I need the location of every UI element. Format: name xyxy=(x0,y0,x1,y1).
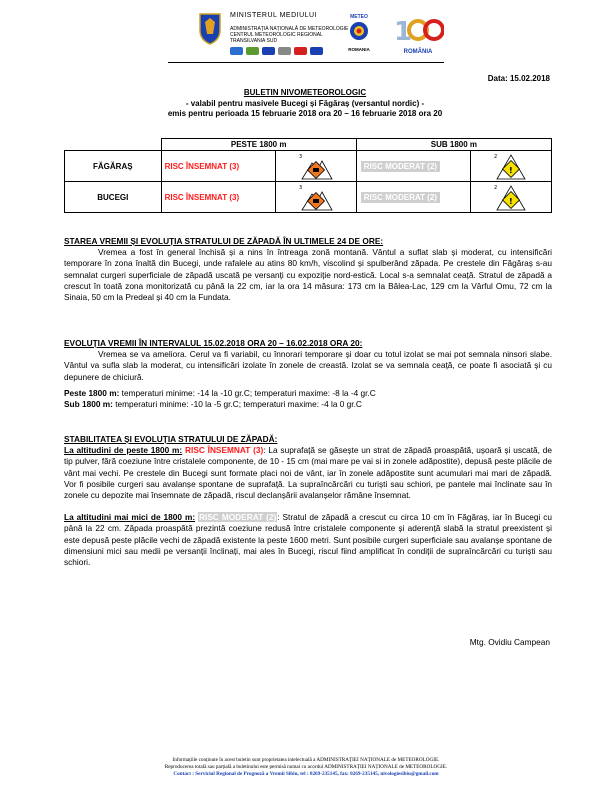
risk-label-above: RISC ÎNSEMNAT (3) xyxy=(164,192,240,202)
partner-logo-icon xyxy=(230,47,243,55)
footer-line-2: Reproducerea totală sau parțială a buletinului este permisă numai cu acordul ADMINISTRAȚIEI NAȚIONALE de METEOROLOGIE. xyxy=(164,764,448,770)
section-heading: STABILITATEA ȘI EVOLUȚIA STRATULUI DE ZĂPADĂ: xyxy=(64,434,278,444)
centenar-logo: 1 ROMÂNIA xyxy=(392,14,444,54)
header-divider xyxy=(168,62,444,63)
section-weather-last-24h xyxy=(64,236,552,303)
partner-logo-icon xyxy=(310,47,323,55)
partner-logo-icon xyxy=(246,47,259,55)
risk-table-header xyxy=(65,139,552,151)
section-heading: EVOLUȚIA VREMII ÎN INTERVALUL 15.02.2018 ORA 20 – 16.02.2018 ORA 20: xyxy=(64,338,363,348)
bulletin-subtitle: - valabil pentru masivele Bucegi și Făgăraș (versantul nordic) - xyxy=(185,98,425,108)
table-row xyxy=(65,151,552,182)
footer-line-1: Informațiile conținute în acest buletin sunt proprietatea intelectuală a ADMINISTRAȚIEI NAȚIONALE de METEOROLOGIE. xyxy=(172,757,440,763)
ministry-name: MINISTERUL MEDIULUI xyxy=(230,12,318,19)
svg-text:3: 3 xyxy=(298,154,303,160)
stability-below-1800: La altitudini mai mici de 1800 m: RISC MODERAT (2): Stratul de zăpadă a crescut cu circa 10 cm în Făgăraș, iar în Bucegi cu până la 22 cm. Zăpada proaspătă prezintă coeziune redusă între cristalele componente și aderență slabă la stratul preexistent și este depusă peste plăcile vechi de zăpadă existente la peste 1600 metri. Sunt posibile curgeri superficiale sau avalanșe spontane de dimensiuni mici sau medii pe versanții înclinați, mai ales în Bucegi, riscul fiind amplificat în condiții de supraîncărcări cu turiști sau schiori. xyxy=(64,512,552,568)
massif-name: FĂGĂRAȘ xyxy=(65,151,162,182)
section-snow-stability xyxy=(64,434,552,568)
section-heading: STAREA VREMII ȘI EVOLUȚIA STRATULUI DE ZĂPADĂ ÎN ULTIMELE 24 DE ORE: xyxy=(64,236,384,246)
avalanche-risk-2-icon xyxy=(493,151,529,181)
bulletin-date: Data: 15.02.2018 xyxy=(487,74,550,83)
header-below-1800: SUB 1800 m xyxy=(356,139,551,151)
svg-text:3: 3 xyxy=(298,185,303,191)
avalanche-risk-3-icon xyxy=(298,151,334,181)
footer-contact: Contact : Serviciul Regional de Prognoză a Vremii Sibiu, tel : 0269-235145, fax: 0269-235145, nivologiesibiu@gmail.com xyxy=(173,771,439,777)
risk-inline-above: RISC ÎNSEMNAT (3) xyxy=(185,445,264,456)
document-header xyxy=(0,0,612,70)
section-text: Vremea se va ameliora. Cerul va fi variabil, cu înnorari temporare și doar cu totul izolat se mai pot semnala ninsori slabe. Vântul va sufla slab la moderat, cu intensificări izolate în zonele de creastă. Izolat se va semnala ceață, ce poate fi asociată și cu depunere de chiciură. xyxy=(64,349,552,382)
risk-inline-below: RISC MODERAT (2) xyxy=(199,512,277,523)
temperature-below: Sub 1800 m: temperaturi minime: -10 la -5 gr.C; temperaturi maxime: -4 la 0 gr.C xyxy=(64,399,362,410)
partner-logo-icon xyxy=(294,47,307,55)
svg-text:2: 2 xyxy=(494,185,498,191)
centenar-100-icon xyxy=(392,14,444,44)
coat-of-arms-icon xyxy=(196,12,224,46)
stability-above-1800: La altitudini de peste 1800 m: RISC ÎNSEMNAT (3): La suprafață se găsește un strat de zăpadă proaspătă, ușoară și uscată, de tip pulver, fără coeziune între cristalele componente, de 10 - 15 cm (mai mare pe vai si in zonele adăpostite), depusă peste plăcile de vânt mai vechi. Pe crestele din Bucegi sunt formate placi noi de vânt, iar în zonele adăpostite sunt acumulari mai mari de zăpadă. Vor fi posibile curgeri sau avalanșe spontane de suprafață. La supraîncărcări cu turiști sau schiori, pe pantele mai înclinate sau în zonele cu depozite mai însemnate de zăpadă, riscul declanșării avalanșelor rămâne însemnat. xyxy=(64,445,552,501)
svg-text:!: ! xyxy=(509,166,513,175)
section-text: Vremea a fost în general închisă și a nins în întreaga zonă montană. Vântul a suflat slab și moderat, cu intensificări temporare în zona înaltă din Bucegi, unde rafalele au atins 80 km/h, viscolind și spulberând zăpada. Pe crestele din Făgăraș s-au semnalat curgeri superficiale de zăpadă uscată pe versanți cu expoziție nord-estică. Local s-a semnalat ceață. Stratul de zăpadă a crescut în toată zona monitorizată cu până la 22 cm, iar la ora 14 măsura: 173 cm la Bâlea-Lac, 129 cm la Vârful Omu, 72 cm la Sinaia, 50 cm la Predeal și 40 cm la Fundata. xyxy=(64,247,552,303)
risk-label-below: RISC MODERAT (2) xyxy=(361,192,440,203)
agency-name: ADMINISTRAȚIA NAȚIONALĂ DE METEOROLOGIE CENTRUL METEOROLOGIC REGIONAL TRANSILVANIA SUD xyxy=(230,26,349,44)
avalanche-risk-3-icon xyxy=(298,182,334,212)
avalanche-risk-2-icon xyxy=(493,182,529,212)
signature: Mtg. Ovidiu Campean xyxy=(469,637,550,647)
document-footer xyxy=(60,757,552,778)
header-above-1800: PESTE 1800 m xyxy=(161,139,356,151)
section-weather-forecast xyxy=(64,338,552,410)
bulletin-title-block xyxy=(60,88,550,120)
partner-logos xyxy=(230,42,326,52)
table-row xyxy=(65,182,552,213)
svg-text:2: 2 xyxy=(494,154,498,160)
risk-label-below: RISC MODERAT (2) xyxy=(361,161,440,172)
meteo-logo-icon xyxy=(344,20,374,42)
partner-logo-icon xyxy=(262,47,275,55)
meteo-romania-logo: METEO ROMANIA xyxy=(344,14,374,54)
svg-text:!: ! xyxy=(509,197,513,206)
temperature-above: Peste 1800 m: temperaturi minime: -14 la -10 gr.C; temperaturi maxime: -8 la -4 gr.C xyxy=(64,387,376,398)
risk-table xyxy=(64,138,552,213)
risk-label-above: RISC ÎNSEMNAT (3) xyxy=(164,161,240,171)
svg-text:1: 1 xyxy=(394,17,413,44)
bulletin-period: emis pentru perioada 15 februarie 2018 ora 20 – 16 februarie 2018 ora 20 xyxy=(167,109,443,118)
massif-name: BUCEGI xyxy=(65,182,162,213)
partner-logo-icon xyxy=(278,47,291,55)
bulletin-title: BULETIN NIVOMETEOROLOGIC xyxy=(243,88,367,97)
